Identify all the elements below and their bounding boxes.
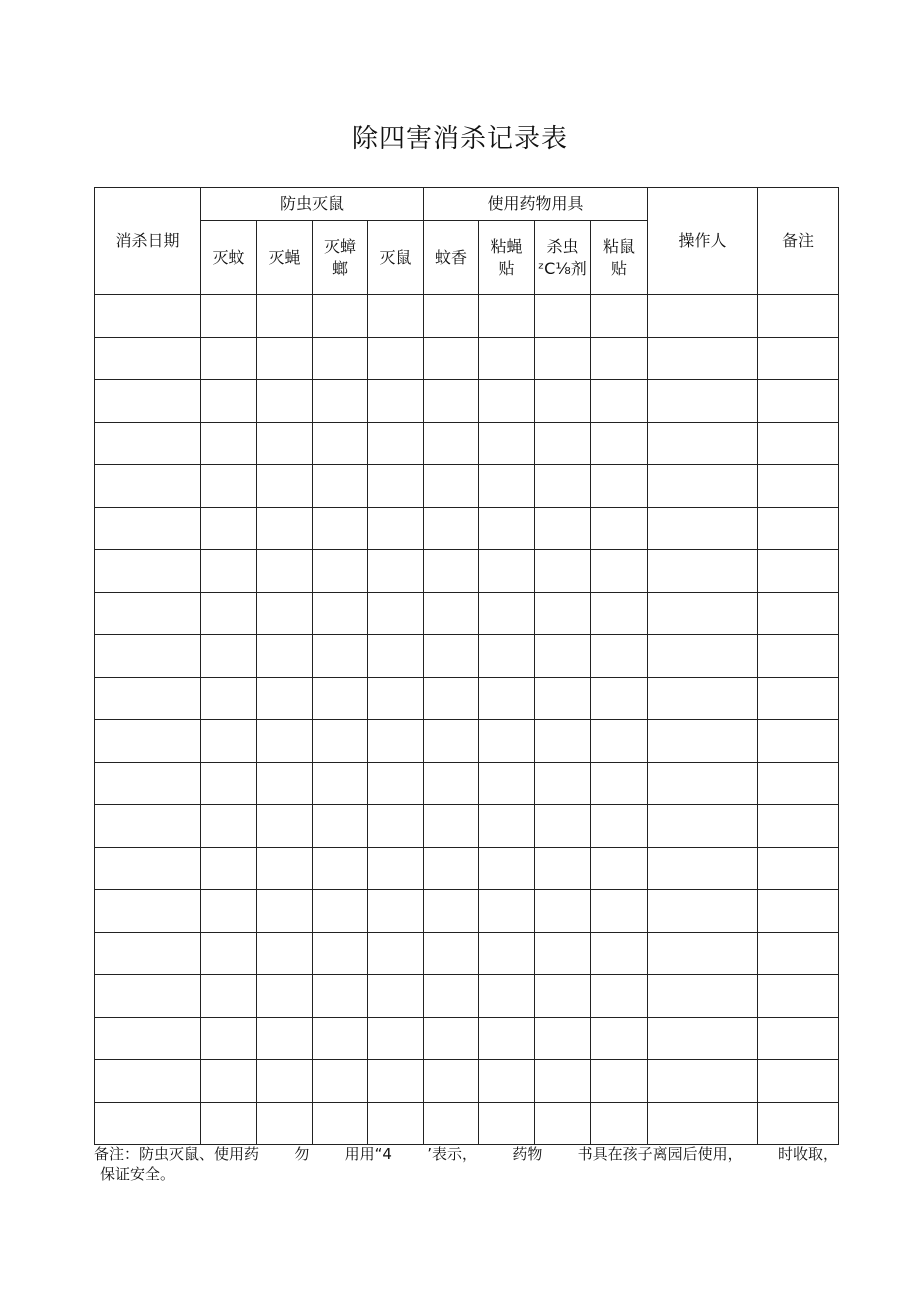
cell-fly-paper[interactable]	[479, 635, 535, 678]
table-row	[95, 380, 839, 423]
cell-mosquito[interactable]	[201, 635, 257, 678]
cell-fly[interactable]	[257, 337, 313, 380]
cell-rat-paper[interactable]	[591, 720, 648, 763]
header-date: 消杀日期	[95, 188, 201, 295]
cell-rat[interactable]	[368, 337, 424, 380]
cell-cockroach[interactable]	[313, 295, 368, 338]
cell-fly-paper[interactable]	[479, 295, 535, 338]
cell-insecticide[interactable]	[535, 890, 591, 933]
cell-date[interactable]	[95, 592, 201, 635]
cell-fly[interactable]	[257, 380, 313, 423]
cell-operator[interactable]	[648, 890, 758, 933]
cell-insecticide[interactable]	[535, 1102, 591, 1145]
cell-cockroach[interactable]	[313, 975, 368, 1018]
table-row	[95, 592, 839, 635]
footnote-segment: 药物	[512, 1145, 543, 1163]
cell-insecticide[interactable]	[535, 1060, 591, 1103]
cell-rat-paper[interactable]	[591, 932, 648, 975]
cell-fly-paper[interactable]	[479, 422, 535, 465]
cell-mosquito-coil[interactable]	[424, 805, 479, 848]
cell-rat[interactable]	[368, 1017, 424, 1060]
cell-remark[interactable]	[758, 337, 839, 380]
cell-fly[interactable]	[257, 677, 313, 720]
cell-operator[interactable]	[648, 380, 758, 423]
cell-rat-paper[interactable]	[591, 805, 648, 848]
cell-insecticide[interactable]	[535, 847, 591, 890]
table-row	[95, 465, 839, 508]
footnote-line-1	[94, 1144, 838, 1164]
cell-mosquito-coil[interactable]	[424, 720, 479, 763]
cell-remark[interactable]	[758, 720, 839, 763]
cell-mosquito-coil[interactable]	[424, 635, 479, 678]
cell-cockroach[interactable]	[313, 465, 368, 508]
cell-insecticide[interactable]	[535, 465, 591, 508]
cell-remark[interactable]	[758, 592, 839, 635]
cell-fly[interactable]	[257, 975, 313, 1018]
cell-mosquito-coil[interactable]	[424, 890, 479, 933]
cell-operator[interactable]	[648, 1060, 758, 1103]
cell-cockroach[interactable]	[313, 1017, 368, 1060]
cell-fly-paper[interactable]	[479, 847, 535, 890]
cell-operator[interactable]	[648, 592, 758, 635]
cell-fly[interactable]	[257, 295, 313, 338]
cell-date[interactable]	[95, 890, 201, 933]
cell-operator[interactable]	[648, 295, 758, 338]
cell-date[interactable]	[95, 932, 201, 975]
cell-fly[interactable]	[257, 1102, 313, 1145]
cell-insecticide[interactable]	[535, 975, 591, 1018]
cell-mosquito[interactable]	[201, 550, 257, 593]
header-cockroach: 灭蟑 螂	[313, 221, 368, 295]
cell-insecticide[interactable]	[535, 762, 591, 805]
cell-insecticide[interactable]	[535, 295, 591, 338]
cell-insecticide[interactable]	[535, 1017, 591, 1060]
header-operator: 操作人	[648, 188, 758, 295]
cell-operator[interactable]	[648, 1102, 758, 1145]
cell-fly-paper[interactable]	[479, 890, 535, 933]
cell-rat[interactable]	[368, 507, 424, 550]
cell-date[interactable]	[95, 762, 201, 805]
cell-remark[interactable]	[758, 422, 839, 465]
cell-fly[interactable]	[257, 507, 313, 550]
footnote-segment: 备注：防虫灭鼠、使用药	[94, 1145, 260, 1163]
cell-date[interactable]	[95, 720, 201, 763]
cell-rat-paper[interactable]	[591, 295, 648, 338]
table-row	[95, 890, 839, 933]
cell-rat-paper[interactable]	[591, 380, 648, 423]
cell-remark[interactable]	[758, 295, 839, 338]
cell-mosquito-coil[interactable]	[424, 847, 479, 890]
cell-rat[interactable]	[368, 932, 424, 975]
cell-date[interactable]	[95, 677, 201, 720]
cell-operator[interactable]	[648, 422, 758, 465]
cell-remark[interactable]	[758, 805, 839, 848]
cell-mosquito[interactable]	[201, 592, 257, 635]
cell-mosquito[interactable]	[201, 890, 257, 933]
cell-mosquito[interactable]	[201, 932, 257, 975]
footnote	[94, 1144, 838, 1184]
cell-fly-paper[interactable]	[479, 720, 535, 763]
cell-cockroach[interactable]	[313, 890, 368, 933]
cell-date[interactable]	[95, 1102, 201, 1145]
cell-rat[interactable]	[368, 422, 424, 465]
cell-mosquito[interactable]	[201, 677, 257, 720]
cell-fly-paper[interactable]	[479, 337, 535, 380]
table-row	[95, 762, 839, 805]
cell-rat[interactable]	[368, 1102, 424, 1145]
cell-cockroach[interactable]	[313, 635, 368, 678]
cell-operator[interactable]	[648, 465, 758, 508]
cell-remark[interactable]	[758, 507, 839, 550]
cell-mosquito[interactable]	[201, 1060, 257, 1103]
table-row	[95, 422, 839, 465]
cell-remark[interactable]	[758, 1017, 839, 1060]
cell-fly-paper[interactable]	[479, 1102, 535, 1145]
cell-rat[interactable]	[368, 720, 424, 763]
cell-fly[interactable]	[257, 1060, 313, 1103]
table-row	[95, 1060, 839, 1103]
cell-operator[interactable]	[648, 932, 758, 975]
cell-date[interactable]	[95, 975, 201, 1018]
cell-mosquito-coil[interactable]	[424, 592, 479, 635]
cell-fly-paper[interactable]	[479, 550, 535, 593]
header-group-tools: 使用药物用具	[424, 188, 648, 221]
cell-rat[interactable]	[368, 762, 424, 805]
table-row	[95, 295, 839, 338]
cell-date[interactable]	[95, 847, 201, 890]
cell-fly-paper[interactable]	[479, 805, 535, 848]
cell-rat[interactable]	[368, 805, 424, 848]
cell-fly[interactable]	[257, 1017, 313, 1060]
cell-remark[interactable]	[758, 1102, 839, 1145]
cell-mosquito-coil[interactable]	[424, 380, 479, 423]
cell-remark[interactable]	[758, 1060, 839, 1103]
cell-mosquito[interactable]	[201, 422, 257, 465]
cell-date[interactable]	[95, 422, 201, 465]
header-fly-paper: 粘蝇 贴	[479, 221, 535, 295]
header-rat: 灭鼠	[368, 221, 424, 295]
cell-remark[interactable]	[758, 975, 839, 1018]
cell-date[interactable]	[95, 465, 201, 508]
cell-mosquito-coil[interactable]	[424, 295, 479, 338]
cell-mosquito-coil[interactable]	[424, 762, 479, 805]
cell-rat[interactable]	[368, 465, 424, 508]
cell-rat-paper[interactable]	[591, 847, 648, 890]
cell-insecticide[interactable]	[535, 337, 591, 380]
cell-rat-paper[interactable]	[591, 337, 648, 380]
cell-rat[interactable]	[368, 550, 424, 593]
cell-rat[interactable]	[368, 890, 424, 933]
footnote-segment: 时收取，	[777, 1145, 838, 1163]
cell-operator[interactable]	[648, 805, 758, 848]
cell-cockroach[interactable]	[313, 1060, 368, 1103]
cell-mosquito[interactable]	[201, 975, 257, 1018]
cell-remark[interactable]	[758, 677, 839, 720]
cell-cockroach[interactable]	[313, 507, 368, 550]
cell-fly-paper[interactable]	[479, 507, 535, 550]
table-row	[95, 975, 839, 1018]
cell-fly[interactable]	[257, 847, 313, 890]
cell-rat-paper[interactable]	[591, 975, 648, 1018]
cell-cockroach[interactable]	[313, 805, 368, 848]
cell-operator[interactable]	[648, 847, 758, 890]
cell-insecticide[interactable]	[535, 720, 591, 763]
cell-mosquito[interactable]	[201, 762, 257, 805]
cell-cockroach[interactable]	[313, 422, 368, 465]
cell-fly[interactable]	[257, 762, 313, 805]
cell-rat-paper[interactable]	[591, 422, 648, 465]
cell-cockroach[interactable]	[313, 677, 368, 720]
cell-remark[interactable]	[758, 550, 839, 593]
cell-fly-paper[interactable]	[479, 1017, 535, 1060]
footnote-segment: ’表示，	[427, 1145, 478, 1163]
cell-fly[interactable]	[257, 550, 313, 593]
cell-rat[interactable]	[368, 592, 424, 635]
cell-rat-paper[interactable]	[591, 677, 648, 720]
cell-rat[interactable]	[368, 1060, 424, 1103]
cell-operator[interactable]	[648, 677, 758, 720]
cell-fly[interactable]	[257, 465, 313, 508]
cell-rat[interactable]	[368, 295, 424, 338]
cell-mosquito[interactable]	[201, 507, 257, 550]
footnote-segment: 用用“4	[344, 1145, 392, 1163]
cell-mosquito[interactable]	[201, 380, 257, 423]
cell-date[interactable]	[95, 1017, 201, 1060]
cell-rat-paper[interactable]	[591, 592, 648, 635]
cell-rat[interactable]	[368, 847, 424, 890]
header-group-prevent: 防虫灭鼠	[201, 188, 424, 221]
cell-fly-paper[interactable]	[479, 592, 535, 635]
header-insecticide: 杀虫 ᶻC⅛剂	[535, 221, 591, 295]
footnote-segment: 书具在孩子离园后使用，	[577, 1145, 743, 1163]
cell-rat-paper[interactable]	[591, 635, 648, 678]
cell-fly[interactable]	[257, 720, 313, 763]
cell-rat-paper[interactable]	[591, 762, 648, 805]
cell-fly[interactable]	[257, 422, 313, 465]
cell-mosquito[interactable]	[201, 337, 257, 380]
cell-mosquito-coil[interactable]	[424, 337, 479, 380]
cell-mosquito-coil[interactable]	[424, 677, 479, 720]
cell-remark[interactable]	[758, 932, 839, 975]
cell-cockroach[interactable]	[313, 550, 368, 593]
table-row	[95, 932, 839, 975]
cell-fly-paper[interactable]	[479, 677, 535, 720]
cell-cockroach[interactable]	[313, 337, 368, 380]
cell-fly-paper[interactable]	[479, 932, 535, 975]
cell-cockroach[interactable]	[313, 720, 368, 763]
cell-date[interactable]	[95, 635, 201, 678]
cell-fly-paper[interactable]	[479, 465, 535, 508]
cell-rat[interactable]	[368, 380, 424, 423]
header-fly: 灭蝇	[257, 221, 313, 295]
cell-mosquito[interactable]	[201, 465, 257, 508]
cell-mosquito-coil[interactable]	[424, 932, 479, 975]
cell-mosquito-coil[interactable]	[424, 507, 479, 550]
cell-operator[interactable]	[648, 975, 758, 1018]
cell-insecticide[interactable]	[535, 677, 591, 720]
header-mosquito-coil: 蚊香	[424, 221, 479, 295]
cell-mosquito-coil[interactable]	[424, 1017, 479, 1060]
table-row	[95, 635, 839, 678]
cell-rat-paper[interactable]	[591, 465, 648, 508]
table-row	[95, 1017, 839, 1060]
cell-insecticide[interactable]	[535, 635, 591, 678]
cell-mosquito-coil[interactable]	[424, 1060, 479, 1103]
cell-date[interactable]	[95, 337, 201, 380]
cell-remark[interactable]	[758, 465, 839, 508]
cell-date[interactable]	[95, 295, 201, 338]
cell-fly-paper[interactable]	[479, 1060, 535, 1103]
cell-cockroach[interactable]	[313, 762, 368, 805]
cell-fly-paper[interactable]	[479, 380, 535, 423]
page-title: 除四害消杀记录表	[351, 124, 568, 154]
cell-remark[interactable]	[758, 635, 839, 678]
cell-fly-paper[interactable]	[479, 762, 535, 805]
cell-insecticide[interactable]	[535, 550, 591, 593]
table-row	[95, 550, 839, 593]
cell-remark[interactable]	[758, 762, 839, 805]
table-row	[95, 805, 839, 848]
cell-rat-paper[interactable]	[591, 507, 648, 550]
cell-mosquito[interactable]	[201, 847, 257, 890]
footnote-segment: 勿	[294, 1145, 310, 1163]
table-row	[95, 720, 839, 763]
header-rat-paper: 粘鼠 贴	[591, 221, 648, 295]
cell-fly[interactable]	[257, 932, 313, 975]
cell-mosquito[interactable]	[201, 720, 257, 763]
cell-cockroach[interactable]	[313, 380, 368, 423]
cell-date[interactable]	[95, 1060, 201, 1103]
cell-cockroach[interactable]	[313, 592, 368, 635]
cell-date[interactable]	[95, 380, 201, 423]
cell-operator[interactable]	[648, 635, 758, 678]
table-row	[95, 1102, 839, 1145]
cell-rat-paper[interactable]	[591, 1017, 648, 1060]
cell-operator[interactable]	[648, 550, 758, 593]
cell-operator[interactable]	[648, 720, 758, 763]
cell-mosquito[interactable]	[201, 295, 257, 338]
cell-remark[interactable]	[758, 890, 839, 933]
cell-cockroach[interactable]	[313, 1102, 368, 1145]
cell-insecticide[interactable]	[535, 380, 591, 423]
cell-date[interactable]	[95, 805, 201, 848]
cell-mosquito-coil[interactable]	[424, 1102, 479, 1145]
cell-mosquito-coil[interactable]	[424, 975, 479, 1018]
cell-fly[interactable]	[257, 635, 313, 678]
table-row	[95, 507, 839, 550]
table-row	[95, 847, 839, 890]
record-table	[94, 187, 839, 1145]
cell-mosquito[interactable]	[201, 805, 257, 848]
cell-cockroach[interactable]	[313, 932, 368, 975]
cell-mosquito-coil[interactable]	[424, 422, 479, 465]
cell-operator[interactable]	[648, 507, 758, 550]
cell-operator[interactable]	[648, 1017, 758, 1060]
cell-rat[interactable]	[368, 677, 424, 720]
cell-mosquito-coil[interactable]	[424, 465, 479, 508]
cell-insecticide[interactable]	[535, 422, 591, 465]
cell-fly-paper[interactable]	[479, 975, 535, 1018]
cell-mosquito[interactable]	[201, 1017, 257, 1060]
cell-rat-paper[interactable]	[591, 550, 648, 593]
cell-rat[interactable]	[368, 975, 424, 1018]
cell-rat-paper[interactable]	[591, 1102, 648, 1145]
cell-remark[interactable]	[758, 380, 839, 423]
cell-cockroach[interactable]	[313, 847, 368, 890]
cell-mosquito[interactable]	[201, 1102, 257, 1145]
footnote-line-2: 保证安全。	[100, 1165, 176, 1183]
table-row	[95, 677, 839, 720]
cell-operator[interactable]	[648, 337, 758, 380]
cell-remark[interactable]	[758, 847, 839, 890]
cell-insecticide[interactable]	[535, 507, 591, 550]
cell-date[interactable]	[95, 507, 201, 550]
header-remark: 备注	[758, 188, 839, 295]
cell-rat-paper[interactable]	[591, 890, 648, 933]
table-row	[95, 337, 839, 380]
cell-date[interactable]	[95, 550, 201, 593]
cell-insecticide[interactable]	[535, 592, 591, 635]
cell-fly[interactable]	[257, 890, 313, 933]
header-mosquito: 灭蚊	[201, 221, 257, 295]
cell-insecticide[interactable]	[535, 805, 591, 848]
cell-insecticide[interactable]	[535, 932, 591, 975]
cell-operator[interactable]	[648, 762, 758, 805]
cell-fly[interactable]	[257, 592, 313, 635]
cell-mosquito-coil[interactable]	[424, 550, 479, 593]
cell-rat[interactable]	[368, 635, 424, 678]
cell-rat-paper[interactable]	[591, 1060, 648, 1103]
cell-fly[interactable]	[257, 805, 313, 848]
